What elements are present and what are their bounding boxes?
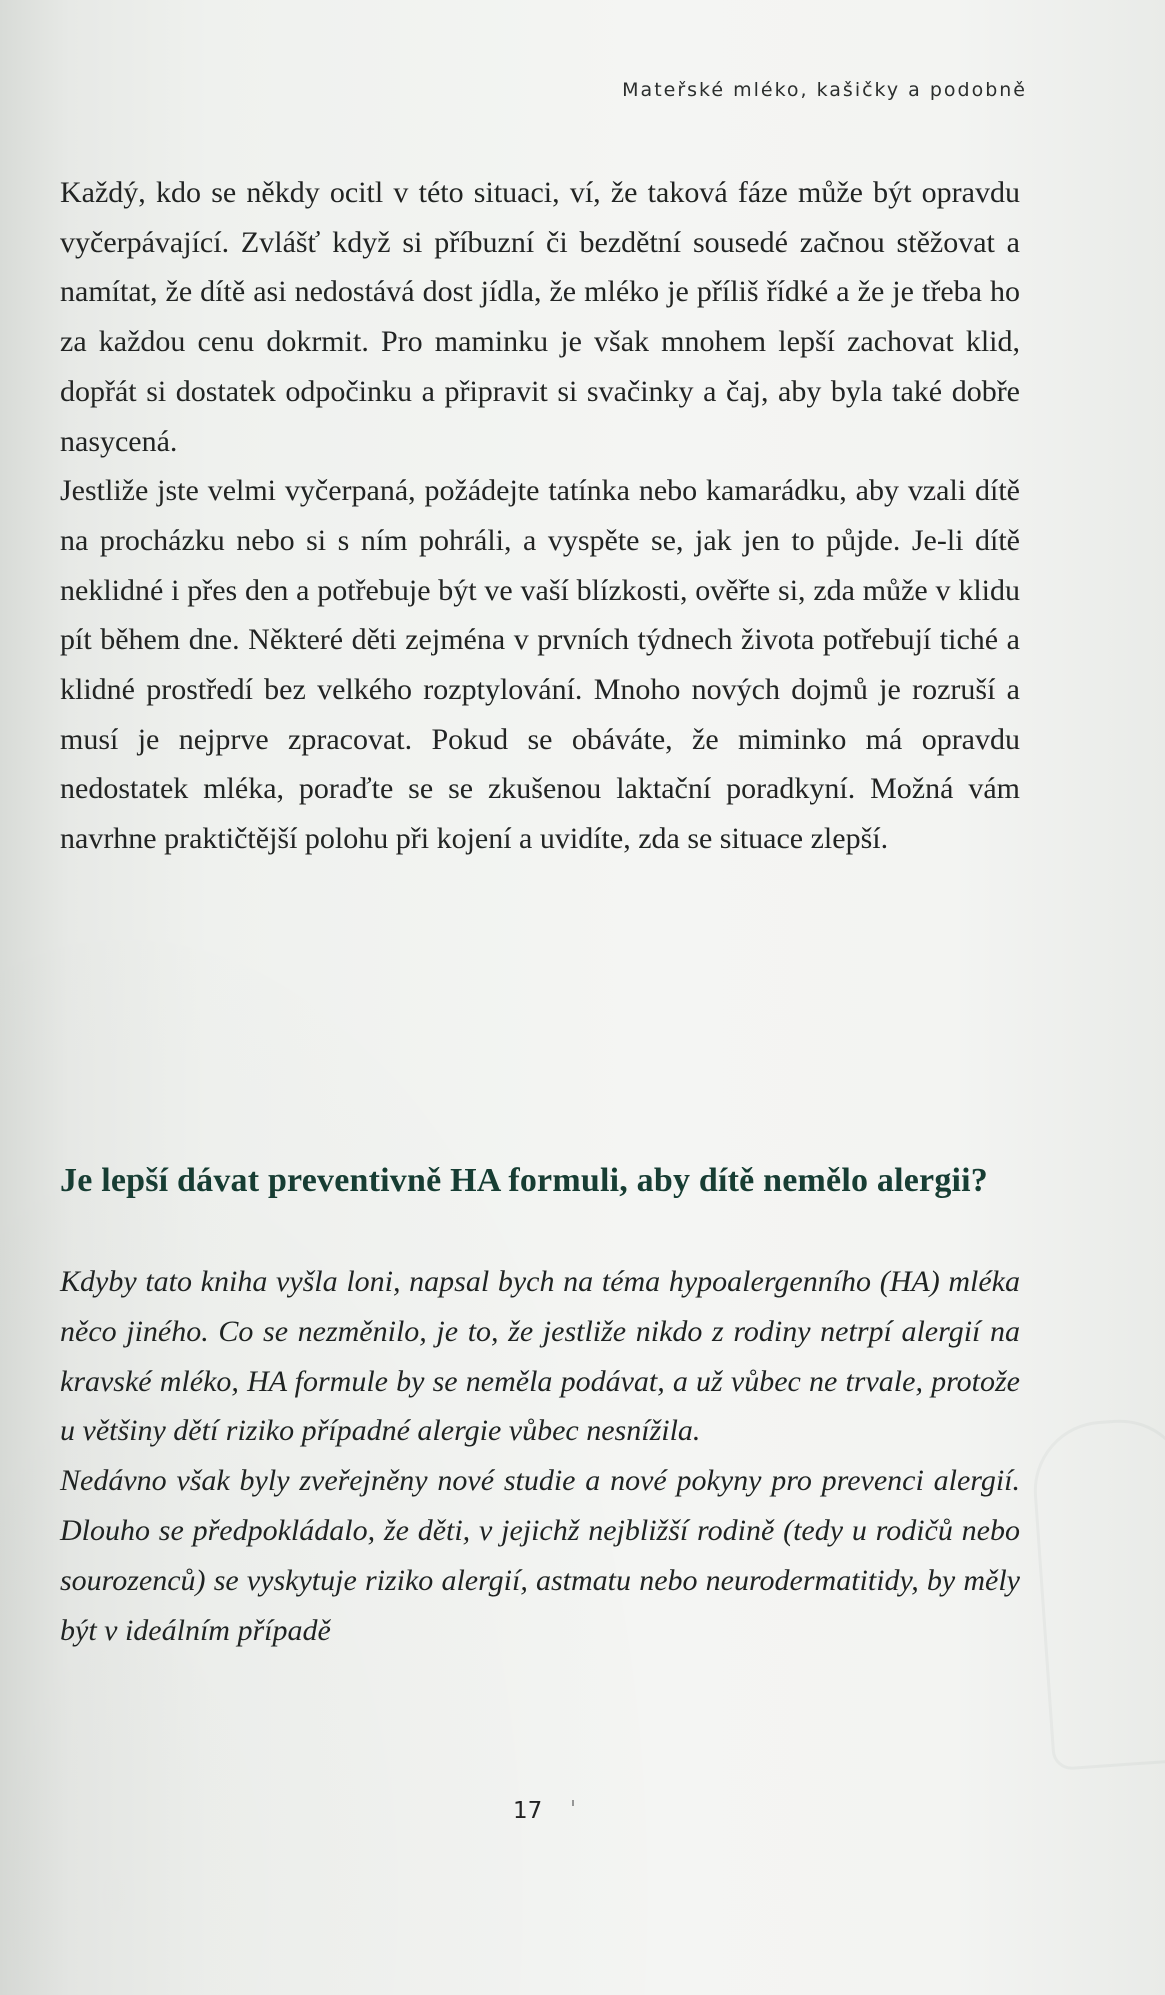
page-number: 17: [513, 1798, 543, 1824]
page-mark: [572, 1800, 574, 1806]
section-heading: Je lepší dávat preventivně HA formuli, aby dítě nemělo alergii?: [60, 1162, 989, 1199]
body-text: [60, 168, 1020, 864]
italic-paragraph-ha-formula: Kdyby tato kniha vyšla loni, napsal bych na téma hypoalergenního (HA) mléka něco jiného. Co se nezměnilo, je to, že jestliže nikdo z rodiny netrpí alergií na kravské mléko, HA formule by se neměla podávat, a už vůbec ne trvale, protože u většiny dětí riziko případné alergie vůbec nesnížila.: [60, 1265, 1020, 1448]
italic-paragraph-new-studies: Nedávno však byly zveřejněny nové studie a nové pokyny pro prevenci alergií. Dlouho se předpokládalo, že děti, v jejichž nejbližší rodině (tedy u rodičů nebo sourozenců) se vyskytuje riziko alergií, astmatu nebo neurodermatitidy, by měly být v ideálním případě: [60, 1464, 1020, 1647]
paragraph-rest-and-support: Jestliže jste velmi vyčerpaná, požádejte tatínka nebo kamarádku, aby vzali dítě na procházku nebo si s ním pohráli, a vyspěte se, jak jen to půjde. Je-li dítě neklidné i přes den a potřebuje být ve vaší blízkosti, ověřte si, zda může v klidu pít během dne. Některé děti zejména v prvních týdnech života potřebují tiché a klidné prostředí bez velkého rozptylování. Mnoho nových dojmů je rozruší a musí je nejprve zpracovat. Pokud se obáváte, že miminko má opravdu nedostatek mléka, poraďte se se zkušenou laktační poradkyní. Možná vám navrhne praktičtější polohu při kojení a uvidíte, zda se situace zlepší.: [60, 474, 1020, 856]
paragraph-exhaustion: Každý, kdo se někdy ocitl v této situaci, ví, že taková fáze může být opravdu vyčerpávající. Zvlášť když si příbuzní či bezdětní sousedé začnou stěžovat a namítat, že dítě asi nedostává dost jídla, že mléko je příliš řídké a že je třeba ho za každou cenu dokrmit. Pro maminku je však mnohem lepší zachovat klid, dopřát si dostatek odpočinku a připravit si svačinky a čaj, aby byla také dobře nasycená.: [60, 176, 1020, 458]
running-header: Mateřské mléko, kašičky a podobně: [622, 79, 1027, 101]
section-italic-text: [60, 1257, 1020, 1655]
